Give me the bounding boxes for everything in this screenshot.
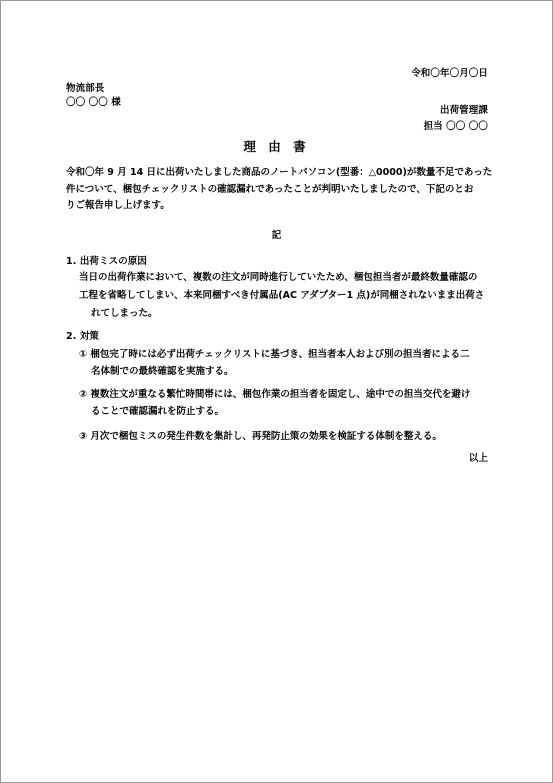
intro-line: りご報告申し上げます。 — [66, 200, 170, 211]
section2-heading: 2. 対策 — [66, 331, 100, 342]
countermeasure-item-1: ① 梱包完了時には必ず出荷チェックリストに基づき、担当者本人および別の担当者による二 名体制での最終確認を実施する。 — [79, 349, 470, 377]
section1-line: 当日の出荷作業において、複数の注文が同時進行していたため、梱包担当者が最終数量確認の — [79, 272, 478, 283]
section1-body — [79, 269, 499, 323]
sender-name: 担当 〇〇 〇〇 — [423, 121, 488, 132]
intro-line: 件について、梱包チェックリストの確認漏れであったことが判明いたしましたので、下記のとお — [66, 183, 474, 195]
sender-dept: 出荷管理課 — [439, 105, 488, 116]
recipient-dept: 物流部長 — [66, 83, 105, 94]
countermeasure-item-3: ③ 月次で梱包ミスの発生件数を集計し、再発防止策の効果を検証する体制を整える。 — [79, 431, 442, 442]
closing-remark: 以上 — [468, 453, 488, 464]
intro-line: 令和〇年 9 月 14 日に出荷いたしました商品のノートパソコン(型番：△0000)が数量不足であった — [66, 167, 493, 178]
document-date: 令和〇年〇月〇日 — [411, 68, 488, 79]
recipient-name: 〇〇 〇〇 様 — [66, 97, 121, 108]
document-title: 理 由 書 — [243, 139, 310, 154]
section1-heading: 1. 出荷ミスの原因 — [66, 256, 148, 267]
intro-paragraph — [66, 165, 496, 215]
section1-line: 工程を省略してしまい、本来同梱すべき付属品(AC アダプター1 点)が同梱されないまま出荷さ — [79, 290, 485, 301]
ki-marker: 記 — [271, 230, 282, 241]
countermeasure-item-2: ② 複数注文が重なる繁忙時間帯には、梱包作業の担当者を固定し、途中での担当交代を避け ることで確認漏れを防止する。 — [79, 389, 471, 417]
section1-line: れてしまった。 — [91, 308, 158, 319]
